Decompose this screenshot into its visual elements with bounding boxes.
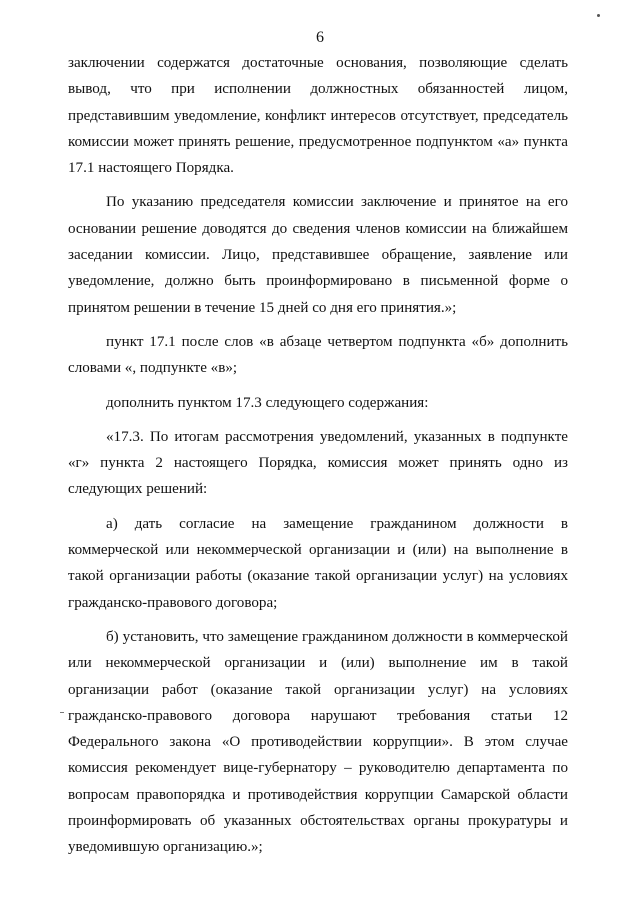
paragraph-amend-17-1: пункт 17.1 после слов «в абзаце четвертом подпункта «б» дополнить словами «, подпункте «в»; [68,333,568,377]
page-number: 6 [316,29,324,46]
paragraph-17-3: «17.3. По итогам рассмотрения уведомлений, указанных в подпункте «г» пункта 2 настоящего Порядка, комиссия может принять одно из следующих решений: [68,428,568,498]
scan-speck [597,14,600,17]
paragraph-add-17-3: дополнить пунктом 17.3 следующего содержания: [106,394,429,411]
document-body [68,50,568,861]
paragraph-item-b: б) установить, что замещение гражданином должности в коммерческой или некоммерческой организации и (или) выполнение им в такой организации работ (оказание такой организации услуг) на условиях гражданско-правового договора нарушают требования статьи 12 Федерального закона «О противодействии коррупции». В этом случае комиссия рекомендует вице-губернатору – руководителю департамента по вопросам правопорядка и противодействия коррупции Самарской области проинформировать об указанных обстоятельствах органы прокуратуры и уведомившую организацию.»; [68,628,568,856]
paragraph-continuation: заключении содержатся достаточные основания, позволяющие сделать вывод, что при исполнении должностных обязанностей лицом, представившим уведомление, конфликт интересов отсутствует, председатель комиссии может принять решение, предусмотренное подпунктом «а» пункта 17.1 настоящего Порядка. [68,55,568,177]
paragraph-item-a: а) дать согласие на замещение гражданином должности в коммерческой или некоммерческой организации и (или) на выполнение в такой организации работы (оказание такой организации услуг) на условиях гражданско-правового договора; [68,515,568,611]
margin-mark [60,712,64,713]
paragraph-notification-procedure: По указанию председателя комиссии заключение и принятое на его основании решение доводятся до сведения членов комиссии на ближайшем заседании комиссии. Лицо, представившее обращение, заявление или уведомление, должно быть проинформировано в письменной форме о принятом решении в течение 15 дней со дня его принятия.»; [68,194,568,316]
